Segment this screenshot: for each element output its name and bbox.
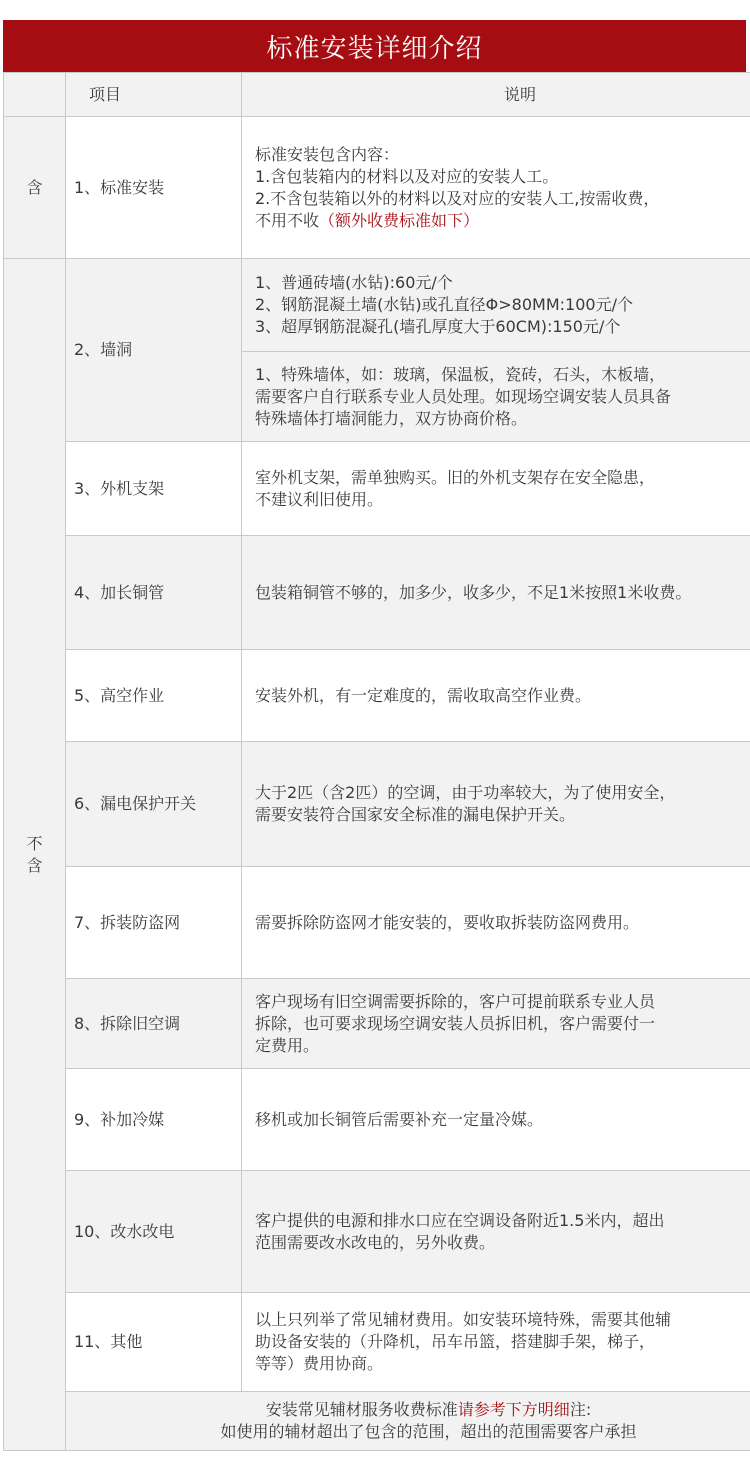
footer-text: 注: — [569, 1400, 592, 1419]
table-header-row — [4, 73, 750, 117]
row-description — [242, 536, 750, 650]
footer-note — [66, 1392, 750, 1451]
desc-line: 室外机支架，需单独购买。旧的外机支架存在安全隐患， — [255, 467, 656, 487]
table-row — [4, 1293, 750, 1392]
table-row — [4, 979, 750, 1069]
row-description — [242, 259, 750, 352]
row-description — [242, 117, 750, 259]
desc-line: 等等）费用协商。 — [255, 1354, 384, 1373]
table-row — [4, 1069, 750, 1171]
row-item: 1、标准安装 — [66, 117, 242, 259]
header-col1 — [4, 73, 66, 117]
table-row — [4, 117, 750, 259]
row-item: 3、外机支架 — [66, 442, 242, 536]
row-description — [242, 867, 750, 979]
row-item: 2、墙洞 — [66, 259, 242, 442]
desc-line: 以上只列举了常见辅材费用。如安装环境特殊，需要其他辅 — [255, 1310, 672, 1329]
row-description — [242, 1293, 750, 1392]
desc-line: 不建议利旧使用。 — [255, 489, 384, 509]
table-row — [4, 442, 750, 536]
desc-line: 助设备安装的（升降机，吊车吊篮，搭建脚手架，梯子， — [255, 1332, 656, 1351]
desc-line: 客户提供的电源和排水口应在空调设备附近1.5米内，超出 — [255, 1210, 665, 1230]
install-intro-page — [3, 20, 746, 1451]
desc-line: 2、钢筋混凝土墙(水钻)或孔直径Φ>80MM:100元/个 — [255, 295, 633, 314]
install-fee-table — [3, 72, 750, 1451]
desc-line: 移机或加长铜管后需要补充一定量冷媒。 — [255, 1109, 544, 1129]
header-item: 项目 — [66, 73, 242, 117]
row-item: 5、高空作业 — [66, 650, 242, 742]
section-included: 含 — [4, 117, 66, 259]
desc-line: 范围需要改水改电的，另外收费。 — [255, 1232, 496, 1252]
row-item: 11、其他 — [66, 1293, 242, 1392]
row-description — [242, 442, 750, 536]
row-description — [242, 1171, 750, 1293]
row-item: 10、改水改电 — [66, 1171, 242, 1293]
footer-highlight: 请参考下方明细 — [457, 1400, 570, 1419]
row-item: 7、拆装防盗网 — [66, 867, 242, 979]
page-title: 标准安装详细介绍 — [3, 20, 746, 72]
desc-line: 包装箱铜管不够的，加多少，收多少，不足1米按照1米收费。 — [255, 582, 692, 602]
row-description — [242, 1069, 750, 1171]
desc-line: 拆除，也可要求现场空调安装人员拆旧机，客户需要付一 — [255, 1013, 656, 1033]
desc-line: 2.不含包装箱以外的材料以及对应的安装人工,按需收费， — [255, 188, 660, 208]
desc-highlight: （额外收费标准如下） — [319, 210, 480, 230]
table-row — [4, 650, 750, 742]
header-description: 说明 — [242, 73, 750, 117]
desc-line: 安装外机，有一定难度的，需收取高空作业费。 — [255, 685, 592, 705]
row-item: 4、加长铜管 — [66, 536, 242, 650]
desc-line: 1、普通砖墙(水钻):60元/个 — [255, 273, 453, 292]
row-description — [242, 650, 750, 742]
row-item: 6、漏电保护开关 — [66, 742, 242, 867]
desc-line: 大于2匹（含2匹）的空调，由于功率较大，为了使用安全， — [255, 783, 676, 802]
table-row — [4, 536, 750, 650]
desc-line: 特殊墙体打墙洞能力，双方协商价格。 — [255, 408, 528, 428]
row-description — [242, 742, 750, 867]
desc-line: 需要安装符合国家安全标准的漏电保护开关。 — [255, 805, 576, 824]
desc-line: 客户现场有旧空调需要拆除的，客户可提前联系专业人员 — [255, 991, 656, 1011]
footer-line — [66, 1399, 750, 1421]
section-excluded: 不含 — [4, 259, 66, 1451]
table-row — [4, 1171, 750, 1293]
desc-line: 标准安装包含内容： — [255, 144, 400, 164]
footer-text: 安装常见辅材服务收费标准 — [265, 1400, 458, 1419]
row-description — [242, 352, 750, 442]
desc-line: 3、超厚钢筋混凝孔(墙孔厚度大于60CM):150元/个 — [255, 317, 621, 336]
table-row — [4, 867, 750, 979]
desc-line — [255, 210, 750, 232]
footer-row — [4, 1392, 750, 1451]
table-row — [4, 742, 750, 867]
desc-line: 需要拆除防盗网才能安装的，要收取拆装防盗网费用。 — [255, 912, 640, 932]
desc-text: 不用不收 — [255, 210, 320, 230]
desc-line: 1.含包装箱内的材料以及对应的安装人工。 — [255, 166, 559, 186]
desc-line: 定费用。 — [255, 1035, 320, 1055]
footer-line: 如使用的辅材超出了包含的范围，超出的范围需要客户承担 — [220, 1422, 637, 1441]
desc-line: 需要客户自行联系专业人员处理。如现场空调安装人员具备 — [255, 386, 672, 406]
row-description — [242, 979, 750, 1069]
row-item: 8、拆除旧空调 — [66, 979, 242, 1069]
table-row — [4, 259, 750, 352]
row-item: 9、补加冷媒 — [66, 1069, 242, 1171]
desc-line: 1、特殊墙体，如：玻璃，保温板，瓷砖，石头，木板墙， — [255, 364, 666, 384]
